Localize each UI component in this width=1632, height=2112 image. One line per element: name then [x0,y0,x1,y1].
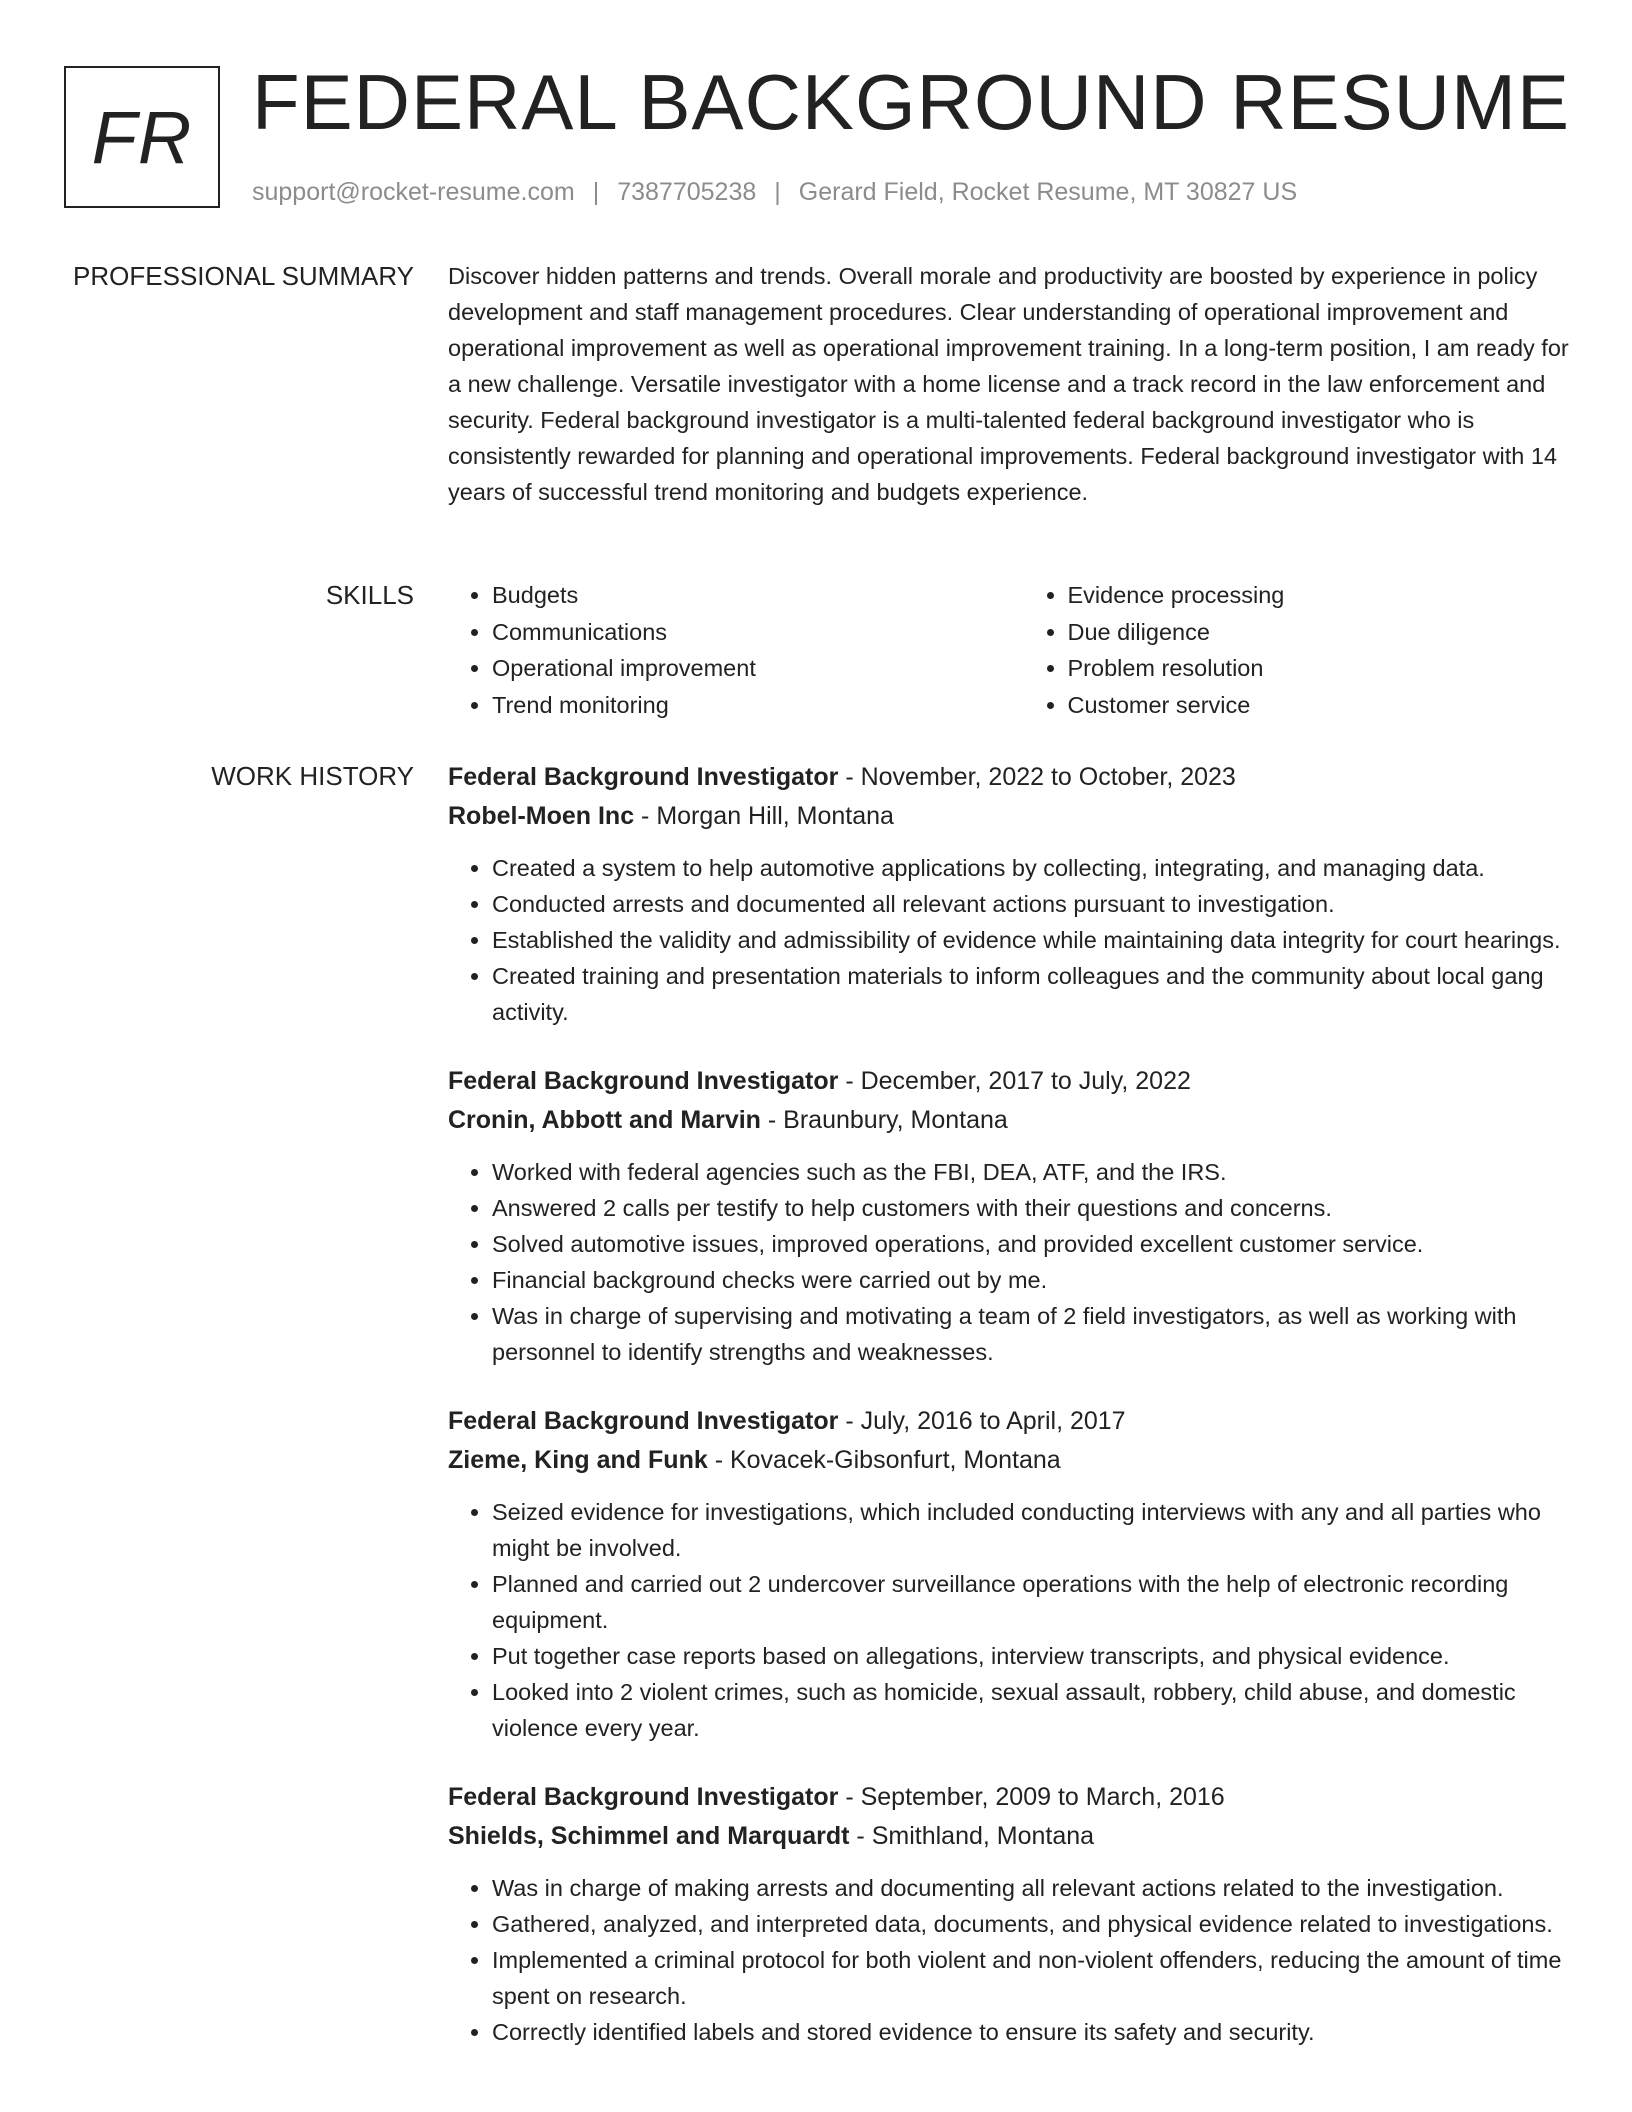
contact-address: Gerard Field, Rocket Resume, MT 30827 US [798,178,1298,206]
job-bullets [448,1154,1570,1370]
skill-item: • Evidence processing [1068,577,1571,614]
job-entry [448,758,1570,1030]
skill-item: • Operational improvement [492,650,1024,687]
job-company-line [448,1441,1570,1480]
job-bullet: • Answered 2 calls per testify to help customers with their questions and concerns. [492,1190,1570,1226]
job-bullet: • Seized evidence for investigations, which included conducting interviews with any and all parties who might be involved. [492,1494,1570,1566]
job-dates: - July, 2016 to April, 2017 [838,1407,1126,1435]
contact-line [252,172,1297,212]
job-company-line [448,1101,1570,1140]
job-role: Federal Background Investigator [448,763,839,791]
job-title-line [448,758,1570,797]
job-company: Robel-Moen Inc [448,802,635,830]
job-bullet: • Created a system to help automotive applications by collecting, integrating, and managing data. [492,850,1570,886]
job-bullets [448,1870,1570,2050]
job-bullet: • Was in charge of supervising and motivating a team of 2 field investigators, as well as working with personnel to identify strengths and weaknesses. [492,1298,1570,1370]
contact-phone: 7387705238 [617,178,757,206]
skills-body [448,577,1570,723]
skill-item: • Budgets [492,577,1024,614]
job-company: Shields, Schimmel and Marquardt [448,1822,850,1850]
job-bullet: • Financial background checks were carried out by me. [492,1262,1570,1298]
contact-separator: | [592,178,600,206]
resume-title: FEDERAL BACKGROUND RESUME [252,58,1570,146]
job-dates: - December, 2017 to July, 2022 [838,1067,1191,1095]
monogram-initials: FR [91,95,193,179]
job-bullet: • Solved automotive issues, improved operations, and provided excellent customer service. [492,1226,1570,1262]
job-location: - Braunbury, Montana [760,1106,1008,1134]
job-location: - Morgan Hill, Montana [634,802,894,830]
skills-column-2 [1024,577,1571,723]
skill-item: • Communications [492,614,1024,651]
job-company-line [448,797,1570,836]
job-bullet: • Conducted arrests and documented all relevant actions pursuant to investigation. [492,886,1570,922]
skills-heading: SKILLS [325,580,414,610]
skill-item: • Trend monitoring [492,687,1024,724]
job-entry [448,1402,1570,1746]
job-location: - Smithland, Montana [849,1822,1095,1850]
job-bullet: • Worked with federal agencies such as the FBI, DEA, ATF, and the IRS. [492,1154,1570,1190]
job-company: Zieme, King and Funk [448,1446,708,1474]
work-history-heading: WORK HISTORY [211,761,414,791]
job-bullet: • Planned and carried out 2 undercover surveillance operations with the help of electronic recording equipment. [492,1566,1570,1638]
job-bullets [448,850,1570,1030]
job-entry [448,1778,1570,2050]
job-company-line [448,1817,1570,1856]
job-title-line [448,1062,1570,1101]
job-bullet: • Implemented a criminal protocol for both violent and non-violent offenders, reducing the amount of time spent on research. [492,1942,1570,2014]
job-bullet: • Put together case reports based on allegations, interview transcripts, and physical evidence. [492,1638,1570,1674]
job-title-line [448,1402,1570,1441]
job-company: Cronin, Abbott and Marvin [448,1106,761,1134]
job-role: Federal Background Investigator [448,1067,839,1095]
job-entry [448,1062,1570,1370]
job-bullet: • Established the validity and admissibility of evidence while maintaining data integrity for court hearings. [492,922,1570,958]
summary-text: Discover hidden patterns and trends. Overall morale and productivity are boosted by experience in policy development and staff management procedures. Clear understanding of operational improvement and operational improvement as well as operational improvement training. In a long-term position, I am ready for a new challenge. Versatile investigator with a home license and a track record in the law enforcement and security. Federal background investigator is a multi-talented federal background investigator who is consistently rewarded for planning and operational improvements. Federal background investigator with 14 years of successful trend monitoring and budgets experience. [448,263,1569,505]
job-location: - Kovacek-Gibsonfurt, Montana [707,1446,1061,1474]
skill-item: • Customer service [1068,687,1571,724]
job-bullet: • Looked into 2 violent crimes, such as homicide, sexual assault, robbery, child abuse, and domestic violence every year. [492,1674,1570,1746]
summary-body [448,258,1570,510]
job-dates: - September, 2009 to March, 2016 [838,1783,1225,1811]
job-role: Federal Background Investigator [448,1407,839,1435]
contact-separator: | [774,178,781,206]
work-history-body [448,758,1570,2082]
job-bullet: • Created training and presentation materials to inform colleagues and the community about local gang activity. [492,958,1570,1030]
monogram-box [64,66,220,208]
skills-column-1 [448,577,1024,723]
job-title-line [448,1778,1570,1817]
summary-heading: PROFESSIONAL SUMMARY [73,261,414,291]
skill-item: • Due diligence [1068,614,1571,651]
job-role: Federal Background Investigator [448,1783,839,1811]
job-bullet: • Gathered, analyzed, and interpreted data, documents, and physical evidence related to investigations. [492,1906,1570,1942]
job-bullets [448,1494,1570,1746]
job-dates: - November, 2022 to October, 2023 [838,763,1236,791]
job-bullet: • Was in charge of making arrests and documenting all relevant actions related to the investigation. [492,1870,1570,1906]
contact-email: support@rocket-resume.com [252,178,575,206]
job-bullet: • Correctly identified labels and stored evidence to ensure its safety and security. [492,2014,1570,2050]
skill-item: • Problem resolution [1068,650,1571,687]
